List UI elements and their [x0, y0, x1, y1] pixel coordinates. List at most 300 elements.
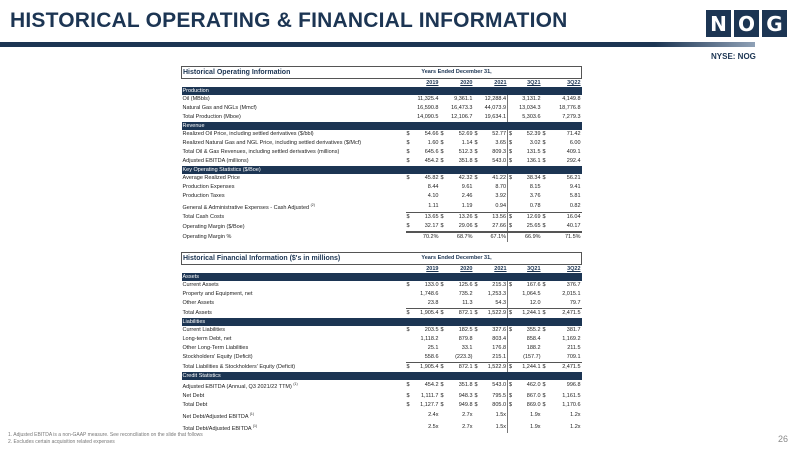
table-row [182, 344, 582, 353]
table-row [182, 130, 582, 139]
row-label-text: Realized Oil Price, including settled derivatives ($/bbl) [182, 131, 314, 137]
column-header: 2019 [426, 266, 439, 272]
row-label-text: Oil (MBbls) [182, 96, 210, 102]
row-label [182, 104, 406, 113]
cell-value: 803.4 [492, 336, 507, 342]
currency-sign: $ [508, 380, 514, 392]
cell-value: 2.4x [428, 412, 439, 419]
cell-value: 1,169.2 [562, 336, 581, 342]
cell-value: 805.0 [492, 401, 507, 408]
currency-sign: $ [406, 282, 410, 288]
currency-sign: $ [509, 327, 513, 333]
currency-sign: $ [406, 222, 412, 232]
cell-value: 215.3 [492, 282, 507, 288]
table-row [182, 174, 582, 183]
currency-sign: $ [440, 214, 444, 221]
cell-value: 1,905.4 [412, 309, 440, 319]
cell-value: 1,244.1 [514, 363, 542, 373]
cell-value: 38.34 [526, 175, 541, 181]
row-label [182, 201, 406, 213]
row-label-text: Adjusted EBITDA (Annual, Q3 2021/22 TTM) [182, 383, 292, 390]
currency-sign: $ [508, 222, 514, 232]
section-header-row [182, 166, 582, 174]
currency-sign: $ [440, 382, 444, 389]
currency-sign: $ [542, 140, 546, 146]
row-label [182, 174, 406, 183]
currency-sign: $ [406, 149, 410, 155]
cell-value: 13.26 [446, 213, 474, 223]
currency-sign: $ [542, 149, 546, 155]
row-label-text: Realized Natural Gas and NGL Price, including settled derivatives ($/Mcf) [182, 140, 362, 146]
cell-value: 376.7 [566, 282, 581, 288]
column-header: 3Q21 [527, 266, 541, 272]
cell-value: 167.6 [526, 282, 541, 288]
cell-value: 1.5x [495, 412, 507, 419]
cell-value: 18,776.8 [559, 105, 581, 111]
row-label-text: Average Realized Price [182, 175, 240, 181]
row-label-text: Total Production (Mboe) [182, 114, 241, 120]
row-label [182, 192, 406, 201]
table-row [182, 326, 582, 335]
cell-value: 1,905.4 [412, 363, 440, 373]
cell-value: 40.17 [548, 222, 582, 232]
currency-sign: $ [440, 401, 444, 408]
cell-value: 182.5 [458, 327, 473, 333]
row-label-text: Total Liabilities & Stockholders' Equity (Deficit) [182, 363, 296, 370]
spacer-cell [508, 67, 582, 79]
row-label [182, 380, 406, 392]
table-row [182, 392, 582, 401]
row-label [182, 139, 406, 148]
cell-value: 1.14 [461, 140, 473, 146]
cell-value: 858.4 [526, 336, 541, 342]
section-title: Credit Statistics [182, 372, 582, 380]
row-label [182, 222, 406, 232]
cell-value: 7,279.3 [562, 114, 581, 120]
cell-value: 0.82 [569, 203, 581, 210]
cell-value: 13.56 [480, 213, 508, 223]
currency-sign: $ [406, 310, 410, 316]
footnote-ref: (1) [293, 382, 298, 386]
currency-sign: $ [509, 364, 513, 370]
cell-value: 1,253.3 [487, 291, 507, 297]
spacer-cell [182, 79, 406, 88]
currency-sign: $ [542, 310, 546, 316]
cell-value: 1.9x [530, 424, 541, 431]
cell-value: 13,034.3 [519, 105, 541, 111]
currency-sign: $ [440, 282, 444, 288]
table-row [182, 353, 582, 363]
currency-sign: $ [542, 282, 546, 288]
currency-sign: $ [406, 140, 410, 146]
cell-value: 872.1 [446, 309, 474, 319]
table-row [182, 148, 582, 157]
row-label [182, 401, 406, 410]
currency-sign: $ [509, 214, 513, 221]
cell-value: 1.5x [495, 424, 507, 431]
cell-value: 543.0 [492, 158, 507, 164]
table-title: Historical Financial Information ($'s in millions) [182, 253, 406, 265]
row-label-text: Total Cash Costs [182, 214, 225, 221]
row-label-text: Total Assets [182, 309, 212, 316]
currency-sign: $ [474, 382, 478, 389]
cell-value: 872.1 [446, 363, 474, 373]
title-rule [0, 42, 755, 47]
cell-value: 2.5x [428, 424, 439, 431]
cell-value: 215.1 [492, 354, 507, 360]
spacer-cell [182, 265, 406, 274]
currency-sign: $ [474, 282, 478, 288]
company-logo [706, 10, 787, 37]
table-row [182, 222, 582, 232]
table-row [182, 113, 582, 122]
currency-sign: $ [440, 158, 444, 164]
footnote-ref: (2) [310, 203, 315, 207]
cell-value: 54.3 [495, 300, 507, 306]
section-title: Production [182, 87, 582, 95]
currency-sign: $ [440, 310, 444, 316]
row-label-text: Net Debt/Adjusted EBITDA [182, 413, 249, 420]
cell-value: (157.7) [523, 354, 541, 360]
cell-value: 3.65 [495, 140, 507, 146]
column-header: 3Q21 [527, 80, 541, 86]
cell-value: 4,149.8 [562, 96, 581, 102]
currency-sign: $ [406, 401, 410, 408]
cell-value: 645.6 [424, 149, 439, 155]
currency-sign: $ [406, 158, 410, 164]
cell-value: 2.7x [462, 412, 473, 419]
row-label [182, 344, 406, 353]
cell-value: 52.77 [492, 131, 507, 137]
row-label [182, 422, 406, 434]
cell-value: 12.0 [529, 300, 541, 306]
year-group-label: Years Ended December 31, [406, 67, 508, 79]
row-label-text: Total Oil & Gas Revenues, including settled derivatives (millions) [182, 149, 340, 155]
cell-value: 14,090.5 [417, 114, 439, 120]
cell-value: 996.8 [566, 382, 581, 389]
spacer-cell [508, 253, 582, 265]
cell-value: 1,111.7 [420, 392, 439, 399]
currency-sign: $ [509, 310, 513, 316]
row-label [182, 309, 406, 319]
cell-value: 1,118.2 [420, 336, 439, 342]
currency-sign: $ [474, 175, 478, 181]
cell-value: 33.1 [461, 345, 473, 351]
currency-sign: $ [440, 392, 444, 399]
cell-value: 351.8 [458, 382, 473, 389]
currency-sign: $ [440, 149, 444, 155]
cell-value: 809.3 [492, 149, 507, 155]
currency-sign: $ [406, 382, 410, 389]
cell-value: 12.69 [514, 213, 542, 223]
cell-value: 2.46 [461, 193, 473, 199]
cell-value: 9.41 [569, 184, 581, 190]
currency-sign: $ [474, 310, 478, 316]
currency-sign: $ [474, 214, 478, 221]
cell-value: 8.44 [427, 184, 439, 190]
table-row [182, 281, 582, 290]
currency-sign: $ [474, 149, 478, 155]
operating-info-table [181, 66, 582, 242]
currency-sign: $ [474, 401, 478, 408]
footnote-ref: (1) [252, 423, 258, 428]
column-header: 3Q22 [567, 80, 581, 86]
footnote: 2. Excludes certain acquisition related expenses [8, 439, 115, 445]
cell-value: 56.21 [566, 175, 581, 181]
row-label-text: Other Assets [182, 300, 214, 307]
cell-value: 70.2% [422, 234, 439, 241]
table-row [182, 157, 582, 166]
logo-letter: N [706, 10, 731, 37]
cell-value: 8.70 [495, 184, 507, 190]
cell-value: 1,064.5 [522, 291, 541, 297]
row-label-text: Production Expenses [182, 184, 235, 190]
currency-sign: $ [542, 382, 546, 389]
table-row [182, 422, 582, 434]
table-row [182, 192, 582, 201]
cell-value: 44,073.9 [484, 105, 507, 111]
cell-value: 16,590.8 [417, 105, 439, 111]
row-label-text: Property and Equipment, net [182, 291, 253, 297]
cell-value: 13.65 [412, 213, 440, 223]
cell-value: 12,106.7 [451, 114, 473, 120]
cell-value: 25.65 [514, 222, 542, 232]
footnotes [8, 432, 203, 446]
cell-value: 29.06 [446, 222, 474, 232]
row-label [182, 213, 406, 223]
table-row [182, 299, 582, 309]
cell-value: 1.11 [428, 203, 439, 210]
logo-letter: O [734, 10, 759, 37]
currency-sign: $ [406, 327, 410, 333]
cell-value: 52.69 [458, 131, 473, 137]
currency-sign: $ [509, 282, 513, 288]
row-label [182, 130, 406, 139]
row-label [182, 183, 406, 192]
cell-value: 462.0 [526, 382, 541, 389]
row-label [182, 363, 406, 373]
currency-sign: $ [474, 392, 478, 399]
cell-value: 79.7 [569, 300, 581, 306]
row-label-text: Current Assets [182, 282, 219, 288]
row-label-text: Net Debt [182, 392, 205, 399]
currency-sign: $ [474, 131, 478, 137]
cell-value: 409.1 [566, 149, 581, 155]
currency-sign: $ [440, 140, 444, 146]
currency-sign: $ [474, 158, 478, 164]
column-header-row [182, 265, 582, 274]
row-label [182, 353, 406, 363]
row-label-text: Total Debt/Adjusted EBITDA [182, 425, 252, 432]
currency-sign: $ [440, 222, 446, 232]
cell-value: 188.2 [526, 345, 541, 351]
cell-value: 27.66 [480, 222, 508, 232]
currency-sign: $ [474, 364, 478, 370]
cell-value: 3.76 [529, 193, 541, 199]
cell-value: 52.39 [526, 131, 541, 137]
section-title: Liabilities [182, 318, 582, 326]
table-title-row [182, 253, 582, 265]
cell-value: 12,288.4 [484, 96, 507, 102]
title-rule-fade [655, 42, 755, 47]
cell-value: 381.7 [566, 327, 581, 333]
cell-value: 869.0 [526, 401, 541, 408]
row-label [182, 95, 406, 104]
cell-value: 32.17 [412, 222, 440, 232]
currency-sign: $ [474, 140, 478, 146]
cell-value: 45.82 [424, 175, 439, 181]
page-number: 26 [777, 434, 788, 444]
section-header-row [182, 318, 582, 326]
cell-value: 1,161.5 [562, 392, 581, 399]
currency-sign: $ [542, 392, 546, 399]
currency-sign: $ [509, 401, 513, 408]
currency-sign: $ [509, 158, 513, 164]
currency-sign: $ [542, 364, 546, 370]
currency-sign: $ [406, 364, 410, 370]
table-row [182, 335, 582, 344]
cell-value: 1.9x [530, 412, 541, 419]
cell-value: 1.60 [427, 140, 439, 146]
currency-sign: $ [542, 222, 548, 232]
currency-sign: $ [440, 131, 444, 137]
row-label-text: Stockholders' Equity (Deficit) [182, 354, 253, 361]
cell-value: 176.8 [492, 345, 507, 351]
column-header-row [182, 79, 582, 88]
currency-sign: $ [509, 140, 513, 146]
cell-value: 25.1 [427, 345, 439, 351]
cell-value: 6.00 [569, 140, 581, 146]
cell-value: 3.02 [529, 140, 541, 146]
currency-sign: $ [509, 149, 513, 155]
row-label [182, 290, 406, 299]
row-label-text: Total Debt [182, 401, 208, 408]
currency-sign: $ [542, 175, 546, 181]
cell-value: 2.7x [462, 424, 473, 431]
year-group-label: Years Ended December 31, [406, 253, 508, 265]
cell-value: (223.3) [455, 354, 473, 360]
cell-value: 1.19 [461, 203, 473, 210]
row-label [182, 410, 406, 422]
currency-sign: $ [440, 175, 444, 181]
cell-value: 71.5% [564, 234, 581, 241]
row-label [182, 392, 406, 401]
table-row [182, 104, 582, 113]
table-row [182, 183, 582, 192]
footnote-ref: (1) [249, 411, 255, 416]
row-label [182, 335, 406, 344]
footnote: 1. Adjusted EBITDA is a non-GAAP measure. See reconciliation on the slide that follows [8, 432, 203, 438]
cell-value: 292.4 [566, 158, 581, 164]
currency-sign: $ [474, 327, 478, 333]
cell-value: 11,325.4 [417, 96, 439, 102]
table-row [182, 213, 582, 223]
row-label [182, 299, 406, 309]
table-row [182, 401, 582, 410]
table-row [182, 232, 582, 242]
cell-value: 1.2x [570, 424, 581, 431]
cell-value: 795.5 [492, 392, 507, 399]
row-label-text: Adjusted EBITDA (millions) [182, 158, 249, 164]
currency-sign: $ [509, 131, 513, 137]
cell-value: 16.04 [548, 213, 582, 223]
cell-value: 41.22 [492, 175, 507, 181]
currency-sign: $ [542, 158, 546, 164]
cell-value: 9.61 [461, 184, 473, 190]
section-header-row [182, 87, 582, 95]
cell-value: 1,127.7 [420, 401, 439, 408]
currency-sign: $ [406, 214, 410, 221]
cell-value: 42.32 [458, 175, 473, 181]
cell-value: 4.10 [427, 193, 439, 199]
row-label [182, 113, 406, 122]
column-header: 3Q22 [567, 266, 581, 272]
cell-value: 133.0 [424, 282, 439, 288]
column-header: 2020 [460, 80, 473, 86]
row-label-text: Current Liabilities [182, 327, 225, 333]
currency-sign: $ [440, 364, 444, 370]
cell-value: 68.7% [456, 234, 473, 241]
table-row [182, 139, 582, 148]
cell-value: 54.66 [424, 131, 439, 137]
cell-value: 2,471.5 [548, 363, 582, 373]
cell-value: 1.2x [570, 412, 581, 419]
currency-sign: $ [542, 327, 546, 333]
cell-value: 1,522.9 [480, 363, 508, 373]
cell-value: 543.0 [492, 382, 507, 389]
cell-value: 355.2 [526, 327, 541, 333]
currency-sign: $ [509, 392, 513, 399]
cell-value: 3.92 [495, 193, 507, 199]
table-row [182, 309, 582, 319]
cell-value: 1,244.1 [514, 309, 542, 319]
column-header: 2021 [494, 266, 507, 272]
section-title: Revenue [182, 122, 582, 130]
cell-value: 351.8 [458, 158, 473, 164]
cell-value: 23.8 [427, 300, 439, 306]
currency-sign: $ [542, 214, 546, 221]
stock-ticker: NYSE: NOG [711, 52, 756, 61]
currency-sign: $ [509, 175, 513, 181]
cell-value: 8.15 [529, 184, 541, 190]
cell-value: 454.2 [424, 158, 439, 164]
table-title: Historical Operating Information [182, 67, 406, 79]
table-row [182, 380, 582, 392]
row-label-text: Operating Margin % [182, 233, 232, 240]
section-header-row [182, 273, 582, 281]
cell-value: 1,170.6 [562, 401, 581, 408]
cell-value: 19,634.1 [484, 114, 507, 120]
currency-sign: $ [542, 131, 546, 137]
cell-value: 709.1 [566, 354, 581, 360]
cell-value: 11.3 [462, 300, 473, 306]
table-row [182, 290, 582, 299]
cell-value: 1,522.9 [480, 309, 508, 319]
cell-value: 3,131.2 [522, 96, 541, 102]
cell-value: 211.5 [567, 345, 581, 351]
section-title: Assets [182, 273, 582, 281]
currency-sign: $ [406, 175, 410, 181]
cell-value: 71.42 [566, 131, 581, 137]
cell-value: 131.5 [526, 149, 541, 155]
cell-value: 558.6 [424, 354, 439, 360]
table-row [182, 95, 582, 104]
section-header-row [182, 122, 582, 130]
cell-value: 125.6 [458, 282, 473, 288]
cell-value: 16,473.3 [451, 105, 473, 111]
cell-value: 327.6 [492, 327, 507, 333]
table-row [182, 410, 582, 422]
